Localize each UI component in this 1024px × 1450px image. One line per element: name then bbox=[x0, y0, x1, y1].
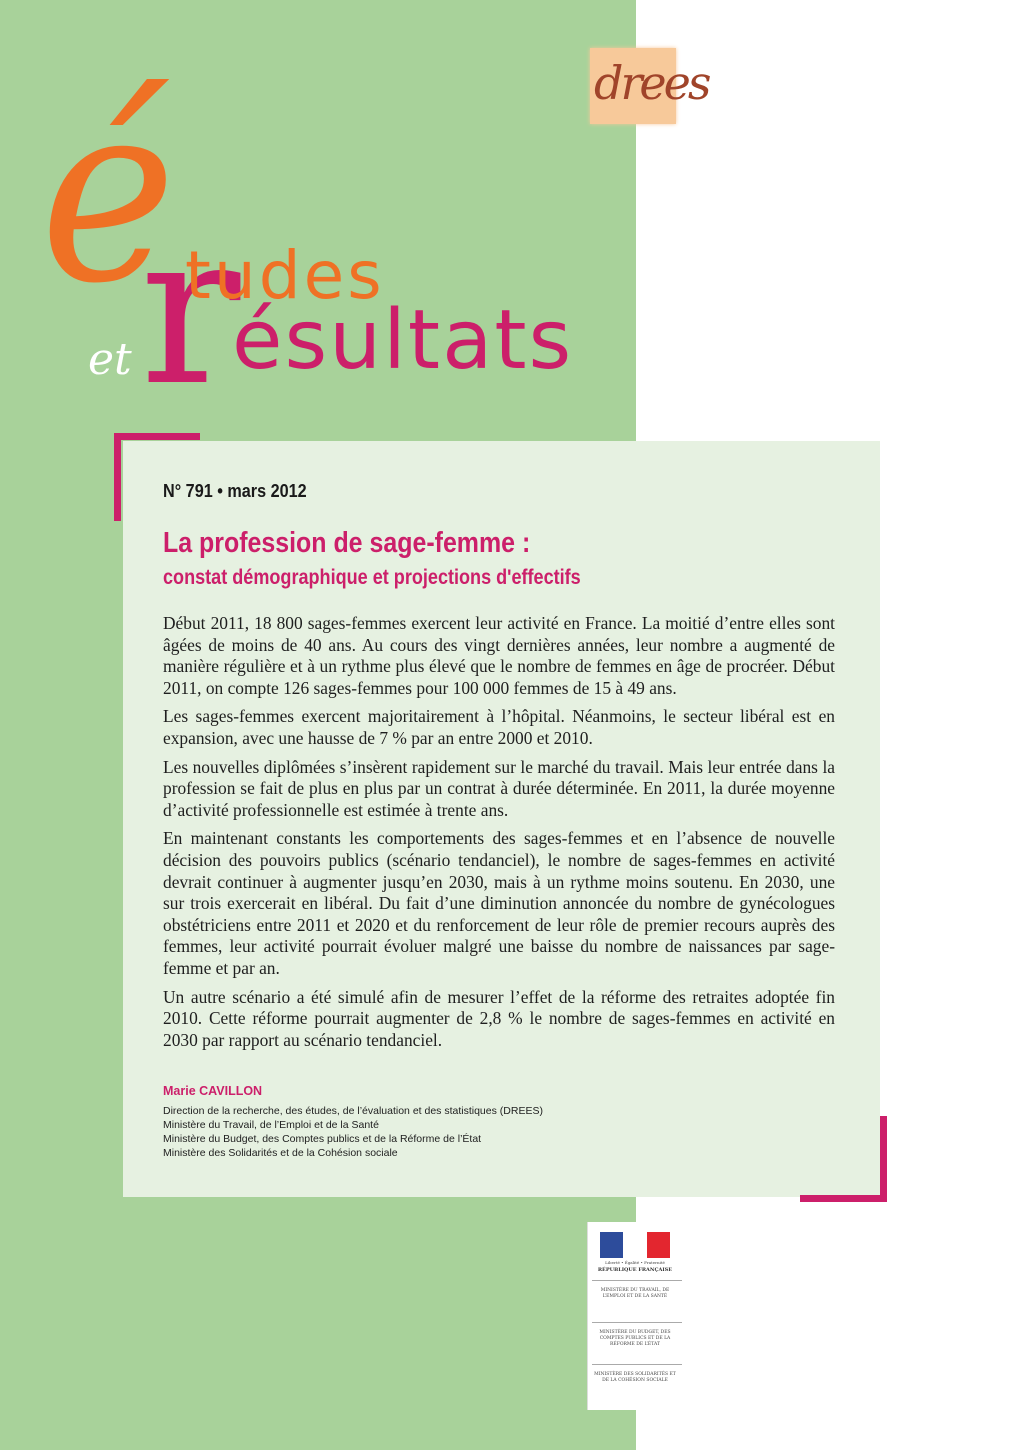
republic-name: RÉPUBLIQUE FRANÇAISE bbox=[597, 1267, 673, 1273]
corner-mark-bottom-right bbox=[880, 1116, 887, 1202]
divider bbox=[592, 1322, 682, 1323]
abstract-paragraph: Les sages-femmes exercent majoritairement à l’hôpital. Néanmoins, le secteur libéral est en expansion, avec une hausse de 7 % par an entre 2000 et 2010. bbox=[163, 706, 835, 748]
republic-flag-icon bbox=[600, 1232, 670, 1258]
republic-motto: Liberté • Égalité • Fraternité bbox=[605, 1260, 665, 1265]
abstract-paragraph: Un autre scénario a été simulé afin de mesurer l’effet de la réforme des retraites adoptée fin 2010. Cette réforme pourrait augmenter de 2,8 % le nombre de sages-femmes en activité en 2030 par rapport au scénario tendanciel. bbox=[163, 986, 835, 1050]
abstract-paragraph: Début 2011, 18 800 sages-femmes exercent leur activité en France. La moitié d’entre elles sont âgées de moins de 40 ans. Au cours des vingt dernières années, leur nombre a augmenté de manière régulière et à un rythme plus élevé que le nombre de femmes en âge de procréer. Début 2011, on compte 126 sages-femmes pour 100 000 femmes de 15 à 49 ans. bbox=[163, 613, 835, 698]
logo-word-esultats: ésultats bbox=[232, 293, 574, 388]
divider bbox=[592, 1364, 682, 1365]
author-affiliations bbox=[163, 1104, 543, 1160]
affiliation-line: Direction de la recherche, des études, de l’évaluation et des statistiques (DREES) bbox=[163, 1105, 543, 1117]
ministry-name: MINISTÈRE DES SOLIDARITÉS ET DE LA COHÉSION SOCIALE bbox=[594, 1372, 676, 1383]
divider bbox=[592, 1280, 682, 1281]
affiliation-line: Ministère du Travail, de l’Emploi et de la Santé bbox=[163, 1119, 379, 1131]
affiliation-line: Ministère des Solidarités et de la Cohésion sociale bbox=[163, 1147, 398, 1159]
corner-mark-bottom-right-horizontal bbox=[800, 1195, 887, 1202]
page-title: La profession de sage-femme : bbox=[163, 527, 531, 559]
logo-letter-e: é bbox=[40, 47, 177, 338]
ministry-name: MINISTÈRE DU TRAVAIL, DE L’EMPLOI ET DE LA SANTÉ bbox=[600, 1288, 670, 1299]
drees-logo-text: drees bbox=[594, 56, 709, 110]
drees-logo bbox=[590, 48, 709, 124]
issue-number: N° 791 • mars 2012 bbox=[163, 481, 307, 501]
ministry-name: MINISTÈRE DU BUDGET, DES COMPTES PUBLICS ET DE LA RÉFORME DE L’ÉTAT bbox=[599, 1330, 671, 1347]
page-subtitle: constat démographique et projections d'effectifs bbox=[163, 566, 581, 589]
logo-letter-r: r bbox=[140, 187, 241, 432]
author-name: Marie CAVILLON bbox=[163, 1084, 263, 1098]
corner-mark-top-left-horizontal bbox=[114, 433, 200, 440]
ministry-logo-block bbox=[587, 1222, 682, 1410]
affiliation-line: Ministère du Budget, des Comptes publics et de la Réforme de l’État bbox=[163, 1133, 482, 1145]
logo-word-tudes: tudes bbox=[185, 237, 385, 314]
abstract-text bbox=[163, 613, 835, 1058]
logo-word-et: et bbox=[88, 334, 132, 385]
abstract-paragraph: Les nouvelles diplômées s’insèrent rapidement sur le marché du travail. Mais leur entrée dans la profession se fait de plus en plus par un contrat à durée déterminée. En 2011, la durée moyenne d’activité professionnelle est estimée à trente ans. bbox=[163, 756, 835, 820]
abstract-paragraph: En maintenant constants les comportements des sages-femmes et en l’absence de nouvelle décision des pouvoirs publics (scénario tendanciel), le nombre de sages-femmes en activité devrait continuer à augmenter jusqu’en 2030, mais à un rythme moins soutenu. En 2030, une sur trois exercerait en libéral. Du fait d’une diminution annoncée du nombre de gynécologues obstétriciens entre 2011 et 2020 et du renforcement de leur rôle de premier recours auprès des femmes, leur activité pourrait évoluer malgré une baisse du nombre de naissances par sage-femme et par an. bbox=[163, 828, 835, 978]
corner-mark-top-left bbox=[114, 433, 121, 521]
